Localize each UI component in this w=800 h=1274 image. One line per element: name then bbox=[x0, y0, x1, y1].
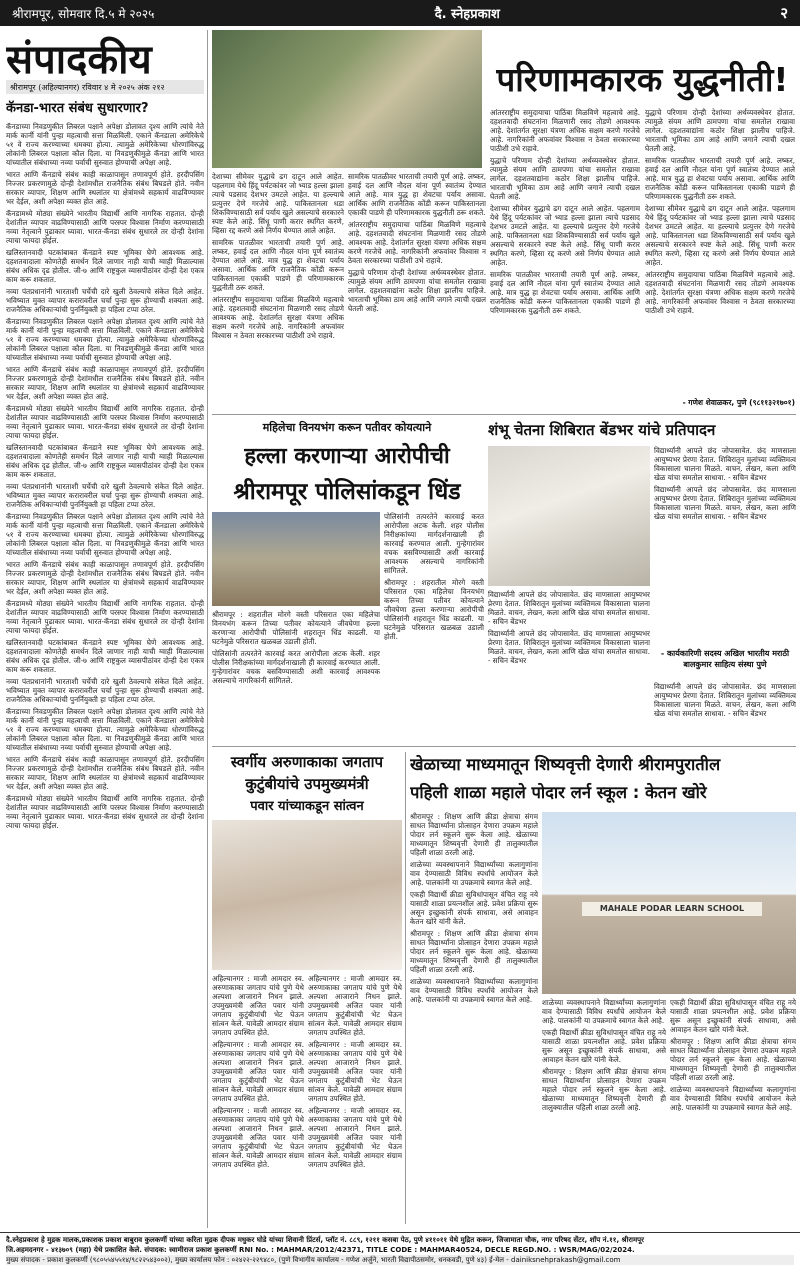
footer-line-1: दै.स्नेहप्रकाश हे मुद्रक मालक,प्रकाशक प्रकाश बाबुराव कुलकर्णी यांच्या करिता मुद्रक दीपक मधुकर घोडे यांच्या शिवानी प्रिंटर्स, प्लॉट नं. ८८९, १२११ कसबा पेठ, पुणे ४११०११ येथे मुद्रित करून, जिजामाता चौक, नगर परिषद सेंटर, शॉप नं.११, श्रीरामपूर bbox=[6, 1236, 645, 1244]
arun-paragraph: अहिल्यानगर : माजी आमदार स्व. अरुणाकाका जगताप यांचे पुणे येथे अल्पशा आजाराने निधन झाले. उपमुख्यमंत्री अजित पवार यांनी जगताप कुटुंबीयांची भेट घेऊन सांत्वन केले. यावेळी आमदार संग्राम जगताप उपस्थित होते. bbox=[212, 1040, 304, 1103]
main-col-2 bbox=[348, 172, 486, 410]
main-paragraph: युद्धाचे परिणाम दोन्ही देशांच्या अर्थव्यवस्थेवर होतात. त्यामुळे संयम आणि ठामपणा यांचा समतोल राखावा लागेल. दहशतवाद्यांना कठोर शिक्षा झालीच पाहिजे. भारताची भूमिका ठाम आहे आणि जगाने त्याची दखल घेतली आहे. bbox=[645, 108, 795, 153]
editorial-paragraph: कॅनडाच्या निवडणुकीत लिबरल पक्षाने अपेक्षा डोलावत दृश्य आणि त्यांचे नेते मार्क कार्नी यांनी पुन्हा महत्वाची सत्ता मिळविली. एकाने कॅनडाला अमेरिकेचे ५१ वे राज्य करण्याच्या धमक्या होत्या. त्यामुळे अमेरिकेच्या धोरणांविरुद्ध लोकांनी लिबरल पक्षाला कौल दिला. या निवडणुकीमुळे कॅनडा आणि भारत यांच्यातील संबंधाच्या नव्या पर्वाची सुरुवात होण्याची अपेक्षा आहे. bbox=[6, 512, 204, 557]
police-paragraph: श्रीरामपूर : शहरातील मोरगे वस्ती परिसरात एका महिलेचा विनयभंग करून तिच्या पतीवर कोयत्याने जीवघेणा हल्ला करणाऱ्या आरोपीची पोलिसांनी शहरातून धिंड काढली. या घटनेमुळे परिसरात खळबळ उडाली होती. bbox=[212, 610, 380, 646]
police-kicker: महिलेचा विनयभंग करून पतीवर कोयत्याने bbox=[262, 421, 432, 434]
page-number: २ bbox=[780, 4, 788, 22]
school-paragraph: शाळेच्या व्यवस्थापनाने विद्यार्थ्यांच्या कलागुणांना वाव देण्यासाठी विविध स्पर्धांचे आयोजन केले आहे. पालकांनी या उपक्रमाचे स्वागत केले आहे. bbox=[410, 977, 538, 1004]
editorial-paragraph: भारत आणि कॅनडाचे संबंध काही काळापासून तणावपूर्ण होते. हरदीपसिंग निज्जर प्रकरणामुळे दोन्ही देशांमधील राजनैतिक संबंध बिघडले होते. नवीन सरकार व्यापार, शिक्षण आणि स्थलांतर या क्षेत्रांमध्ये सहकार्य वाढविण्यावर भर देईल, अशी अपेक्षा व्यक्त होत आहे. bbox=[6, 365, 204, 401]
editorial-paragraph: कॅनडामध्ये मोठ्या संख्येने भारतीय विद्यार्थी आणि नागरिक राहतात. दोन्ही देशांतील व्यापार वाढविण्यासाठी आणि परस्पर विश्वास निर्माण करण्यासाठी नव्या नेतृत्वाने पुढाकार घ्यावा. भारत-कॅनडा संबंध सुधारले तर दोन्ही देशांना त्याचा फायदा होईल. bbox=[6, 599, 204, 635]
police-headline-2: श्रीरामपूर पोलिसांकडून धिंड bbox=[233, 479, 461, 505]
main-paragraph: सामरिक पातळीवर भारताची तयारी पूर्ण आहे. लष्कर, हवाई दल आणि नौदल यांना पूर्ण स्वातंत्र्य देण्यात आले आहे. मात्र युद्ध हा शेवटचा पर्याय असावा. आर्थिक आणि राजनैतिक कोंडी करून पाकिस्तानला एकाकी पाडणे ही परिणामकारक युद्धनीती ठरू शकते. bbox=[645, 156, 795, 201]
editorial-paragraph: खलिस्तानवादी घटकांबाबत कॅनडाने स्पष्ट भूमिका घेणे आवश्यक आहे. दहशतवादाला कोणतेही समर्थन दिले जाणार नाही याची ग्वाही मिळाल्यास संबंध अधिक दृढ होतील. जी-७ आणि राष्ट्रकुल व्यासपीठांवर दोन्ही देश एकत्र काम करू शकतात. bbox=[6, 248, 204, 284]
police-paragraph: श्रीरामपूर : शहरातील मोरगे वस्ती परिसरात एका महिलेचा विनयभंग करून तिच्या पतीवर कोयत्याने जीवघेणा हल्ला करणाऱ्या आरोपीची पोलिसांनी शहरातून धिंड काढली. या घटनेमुळे परिसरात खळबळ उडाली होती. bbox=[384, 578, 484, 641]
editorial-paragraph: कॅनडामध्ये मोठ्या संख्येने भारतीय विद्यार्थी आणि नागरिक राहतात. दोन्ही देशांतील व्यापार वाढविण्यासाठी आणि परस्पर विश्वास निर्माण करण्यासाठी नव्या नेतृत्वाने पुढाकार घ्यावा. भारत-कॅनडा संबंध सुधारले तर दोन्ही देशांना त्याचा फायदा होईल. bbox=[6, 794, 204, 830]
main-col-a bbox=[490, 108, 640, 408]
footer-line-2: जि.अहमदनगर - ४१३७०९ (महा) येथे प्रकाशित केले. संपादक: स्वामीराज प्रकाश कुलकर्णी RNI No. : MAHMAR/2012/42371, TITLE CODE : MAHMAR40524, DECLE REGD.NO. : WSR/MAG/02/2024. bbox=[6, 1246, 635, 1254]
editorial-paragraph: नव्या पंतप्रधानांनी भारताशी चर्चेची दारे खुली ठेवल्याचे संकेत दिले आहेत. भविष्यात मुक्त व्यापार करारावरील चर्चा पुन्हा सुरू होण्याची शक्यता आहे. राजनैतिक अधिकाऱ्यांची पुनर्नियुक्ती हा पहिला टप्पा ठरेल. bbox=[6, 677, 204, 704]
school-photo bbox=[542, 812, 796, 994]
main-paragraph: आंतरराष्ट्रीय समुदायाचा पाठिंबा मिळविणे महत्वाचे आहे. दहशतवादी संघटनांना मिळणारी रसद तोडणे आवश्यक आहे. देशांतर्गत सुरक्षा यंत्रणा अधिक सक्षम करणे गरजेचे आहे. नागरिकांनी अफवांवर विश्वास न ठेवता सरकारच्या पाठीशी उभे राहावे. bbox=[212, 295, 344, 340]
school-paragraph: एकही विद्यार्थी क्रीडा सुविधांपासून वंचित राहू नये यासाठी शाळा प्रयत्नशील आहे. प्रवेश प्रक्रिया सुरू असून इच्छुकांनी संपर्क साधावा, असे आवाहन केतन खोरे यांनी केले. bbox=[542, 1028, 666, 1064]
shambhu-paragraph: विद्यार्थ्यांनी आपले छंद जोपासावेत. छंद माणसाला आयुष्यभर प्रेरणा देतात. शिबिरातून मुलांच्या व्यक्तिमत्व विकासाला चालना मिळते. वाचन, लेखन, कला आणि खेळ यांचा समतोल साधावा. - सचिन बेंडभर bbox=[488, 590, 650, 626]
editorial-dateline: श्रीरामपूर (अहिल्यानगर) रविवार ४ मे २०२५ अंक २१२ bbox=[6, 80, 204, 94]
issue-date: श्रीरामपूर, सोमवार दि.५ मे २०२५ bbox=[12, 6, 155, 21]
school-paragraph: श्रीरामपूर : शिक्षण आणि क्रीडा क्षेत्राचा संगम साधत विद्यार्थ्यांना प्रोत्साहन देणारा उपक्रम महाले पोदार लर्न स्कूलने सुरू केला आहे. खेळाच्या माध्यमातून शिष्यवृत्ती देणारी ही तालुक्यातील पहिली शाळा ठरली आहे. bbox=[410, 812, 538, 857]
editorial-body bbox=[6, 122, 204, 1222]
shambhu-subhead: - कार्यकारिणी सदस्य अखिल भारतीय मराठी बालकुमार साहित्य संस्था पुणे bbox=[660, 649, 790, 669]
shambhu-text-right bbox=[654, 446, 796, 646]
school-col-b bbox=[542, 998, 666, 1224]
shambhu-text-tail bbox=[654, 682, 796, 742]
section-divider bbox=[212, 746, 796, 747]
main-paragraph: आंतरराष्ट्रीय समुदायाचा पाठिंबा मिळविणे महत्वाचे आहे. दहशतवादी संघटनांना मिळणारी रसद तोडणे आवश्यक आहे. देशांतर्गत सुरक्षा यंत्रणा अधिक सक्षम करणे गरजेचे आहे. नागरिकांनी अफवांवर विश्वास न ठेवता सरकारच्या पाठीशी उभे राहावे. bbox=[348, 220, 486, 265]
newspaper-name: दै. स्नेहप्रकाश bbox=[434, 7, 500, 22]
main-paragraph: देशाच्या सीमेवर युद्धाचे ढग दाटून आले आहेत. पहलगाम येथे हिंदू पर्यटकांवर जो भ्याड हल्ला झाला त्याचे पडसाद देशभर उमटले आहेत. या हल्ल्याचे प्रत्युत्तर देणे गरजेचे आहे. पाकिस्तानला धडा शिकविण्यासाठी सर्व पर्याय खुले असल्याचे सरकारने स्पष्ट केले आहे. सिंधू पाणी करार स्थगित करणे, व्हिसा रद्द करणे असे निर्णय घेण्यात आले आहेत. bbox=[212, 172, 344, 235]
arun-paragraph: अहिल्यानगर : माजी आमदार स्व. अरुणाकाका जगताप यांचे पुणे येथे अल्पशा आजाराने निधन झाले. उपमुख्यमंत्री अजित पवार यांनी जगताप कुटुंबीयांची भेट घेऊन सांत्वन केले. यावेळी आमदार संग्राम जगताप उपस्थित होते. bbox=[308, 974, 402, 1037]
main-paragraph: आंतरराष्ट्रीय समुदायाचा पाठिंबा मिळविणे महत्वाचे आहे. दहशतवादी संघटनांना मिळणारी रसद तोडणे आवश्यक आहे. देशांतर्गत सुरक्षा यंत्रणा अधिक सक्षम करणे गरजेचे आहे. नागरिकांनी अफवांवर विश्वास न ठेवता सरकारच्या पाठीशी उभे राहावे. bbox=[490, 108, 640, 153]
masthead-bar bbox=[0, 0, 800, 26]
police-col-a bbox=[212, 610, 380, 742]
editorial-headline: कॅनडा-भारत संबंध सुधारणार? bbox=[6, 101, 149, 116]
shambhu-headline: शंभू चेतना शिबिरात बेंडभर यांचे प्रतिपादन bbox=[488, 421, 716, 439]
column-divider bbox=[207, 30, 208, 1228]
editorial-paragraph: कॅनडाच्या निवडणुकीत लिबरल पक्षाने अपेक्षा डोलावत दृश्य आणि त्यांचे नेते मार्क कार्नी यांनी पुन्हा महत्वाची सत्ता मिळविली. एकाने कॅनडाला अमेरिकेचे ५१ वे राज्य करण्याच्या धमक्या होत्या. त्यामुळे अमेरिकेच्या धोरणांविरुद्ध लोकांनी लिबरल पक्षाला कौल दिला. या निवडणुकीमुळे कॅनडा आणि भारत यांच्यातील संबंधाच्या नव्या पर्वाची सुरुवात होण्याची अपेक्षा आहे. bbox=[6, 707, 204, 752]
editorial-title: संपादकीय bbox=[6, 37, 152, 76]
arun-paragraph: अहिल्यानगर : माजी आमदार स्व. अरुणाकाका जगताप यांचे पुणे येथे अल्पशा आजाराने निधन झाले. उपमुख्यमंत्री अजित पवार यांनी जगताप कुटुंबीयांची भेट घेऊन सांत्वन केले. यावेळी आमदार संग्राम जगताप उपस्थित होते. bbox=[308, 1106, 402, 1169]
school-sign: MAHALE PODAR LEARN SCHOOL bbox=[582, 902, 762, 916]
editorial-paragraph: खलिस्तानवादी घटकांबाबत कॅनडाने स्पष्ट भूमिका घेणे आवश्यक आहे. दहशतवादाला कोणतेही समर्थन दिले जाणार नाही याची ग्वाही मिळाल्यास संबंध अधिक दृढ होतील. जी-७ आणि राष्ट्रकुल व्यासपीठांवर दोन्ही देश एकत्र काम करू शकतात. bbox=[6, 638, 204, 674]
police-col-b bbox=[384, 512, 484, 742]
main-paragraph: आंतरराष्ट्रीय समुदायाचा पाठिंबा मिळविणे महत्वाचे आहे. दहशतवादी संघटनांना मिळणारी रसद तोडणे आवश्यक आहे. देशांतर्गत सुरक्षा यंत्रणा अधिक सक्षम करणे गरजेचे आहे. नागरिकांनी अफवांवर विश्वास न ठेवता सरकारच्या पाठीशी उभे राहावे. bbox=[645, 270, 795, 315]
main-paragraph: देशाच्या सीमेवर युद्धाचे ढग दाटून आले आहेत. पहलगाम येथे हिंदू पर्यटकांवर जो भ्याड हल्ला झाला त्याचे पडसाद देशभर उमटले आहेत. या हल्ल्याचे प्रत्युत्तर देणे गरजेचे आहे. पाकिस्तानला धडा शिकविण्यासाठी सर्व पर्याय खुले असल्याचे सरकारने स्पष्ट केले आहे. सिंधू पाणी करार स्थगित करणे, व्हिसा रद्द करणे असे निर्णय घेण्यात आले आहेत. bbox=[490, 204, 640, 267]
main-paragraph: युद्धाचे परिणाम दोन्ही देशांच्या अर्थव्यवस्थेवर होतात. त्यामुळे संयम आणि ठामपणा यांचा समतोल राखावा लागेल. दहशतवाद्यांना कठोर शिक्षा झालीच पाहिजे. भारताची भूमिका ठाम आहे आणि जगाने त्याची दखल घेतली आहे. bbox=[490, 156, 640, 201]
main-headline: परिणामकारक युद्धनीती! bbox=[496, 60, 789, 99]
school-paragraph: श्रीरामपूर : शिक्षण आणि क्रीडा क्षेत्राचा संगम साधत विद्यार्थ्यांना प्रोत्साहन देणारा उपक्रम महाले पोदार लर्न स्कूलने सुरू केला आहे. खेळाच्या माध्यमातून शिष्यवृत्ती देणारी ही तालुक्यातील पहिली शाळा ठरली आहे. bbox=[410, 929, 538, 974]
main-col-b bbox=[645, 108, 795, 398]
shambhu-paragraph: विद्यार्थ्यांनी आपले छंद जोपासावेत. छंद माणसाला आयुष्यभर प्रेरणा देतात. शिबिरातून मुलांच्या व्यक्तिमत्व विकासाला चालना मिळते. वाचन, लेखन, कला आणि खेळ यांचा समतोल साधावा. - सचिन बेंडभर bbox=[654, 446, 796, 482]
main-paragraph: देशाच्या सीमेवर युद्धाचे ढग दाटून आले आहेत. पहलगाम येथे हिंदू पर्यटकांवर जो भ्याड हल्ला झाला त्याचे पडसाद देशभर उमटले आहेत. या हल्ल्याचे प्रत्युत्तर देणे गरजेचे आहे. पाकिस्तानला धडा शिकविण्यासाठी सर्व पर्याय खुले असल्याचे सरकारने स्पष्ट केले आहे. सिंधू पाणी करार स्थगित करणे, व्हिसा रद्द करणे असे निर्णय घेण्यात आले आहेत. bbox=[645, 204, 795, 267]
school-paragraph: शाळेच्या व्यवस्थापनाने विद्यार्थ्यांच्या कलागुणांना वाव देण्यासाठी विविध स्पर्धांचे आयोजन केले आहे. पालकांनी या उपक्रमाचे स्वागत केले आहे. bbox=[670, 1085, 796, 1112]
school-paragraph: श्रीरामपूर : शिक्षण आणि क्रीडा क्षेत्राचा संगम साधत विद्यार्थ्यांना प्रोत्साहन देणारा उपक्रम महाले पोदार लर्न स्कूलने सुरू केला आहे. खेळाच्या माध्यमातून शिष्यवृत्ती देणारी ही तालुक्यातील पहिली शाळा ठरली आहे. bbox=[542, 1067, 666, 1112]
school-headline-1: खेळाच्या माध्यमातून शिष्यवृत्ती देणारी श्रीरामपुरातील bbox=[410, 755, 721, 774]
arun-photo bbox=[212, 820, 402, 970]
main-paragraph: सामरिक पातळीवर भारताची तयारी पूर्ण आहे. लष्कर, हवाई दल आणि नौदल यांना पूर्ण स्वातंत्र्य देण्यात आले आहे. मात्र युद्ध हा शेवटचा पर्याय असावा. आर्थिक आणि राजनैतिक कोंडी करून पाकिस्तानला एकाकी पाडणे ही परिणामकारक युद्धनीती ठरू शकते. bbox=[348, 172, 486, 217]
main-col-1 bbox=[212, 172, 344, 410]
arun-paragraph: अहिल्यानगर : माजी आमदार स्व. अरुणाकाका जगताप यांचे पुणे येथे अल्पशा आजाराने निधन झाले. उपमुख्यमंत्री अजित पवार यांनी जगताप कुटुंबीयांची भेट घेऊन सांत्वन केले. यावेळी आमदार संग्राम जगताप उपस्थित होते. bbox=[308, 1040, 402, 1103]
arun-headline-1: स्वर्गीय अरुणाकाका जगताप bbox=[230, 753, 384, 771]
main-paragraph: सामरिक पातळीवर भारताची तयारी पूर्ण आहे. लष्कर, हवाई दल आणि नौदल यांना पूर्ण स्वातंत्र्य देण्यात आले आहे. मात्र युद्ध हा शेवटचा पर्याय असावा. आर्थिक आणि राजनैतिक कोंडी करून पाकिस्तानला एकाकी पाडणे ही परिणामकारक युद्धनीती ठरू शकते. bbox=[490, 270, 640, 315]
police-paragraph: पोलिसांनी तत्परतेने कारवाई करत आरोपीला अटक केली. शहर पोलीस निरीक्षकांच्या मार्गदर्शनाखाली ही कारवाई करण्यात आली. गुन्हेगारांवर वचक बसविण्यासाठी अशी कारवाई आवश्यक असल्याचे नागरिकांनी सांगितले. bbox=[384, 512, 484, 575]
shambhu-text-left bbox=[488, 590, 650, 742]
editorial-paragraph: कॅनडाच्या निवडणुकीत लिबरल पक्षाने अपेक्षा डोलावत दृश्य आणि त्यांचे नेते मार्क कार्नी यांनी पुन्हा महत्वाची सत्ता मिळविली. एकाने कॅनडाला अमेरिकेचे ५१ वे राज्य करण्याच्या धमक्या होत्या. त्यामुळे अमेरिकेच्या धोरणांविरुद्ध लोकांनी लिबरल पक्षाला कौल दिला. या निवडणुकीमुळे कॅनडा आणि भारत यांच्यातील संबंधाच्या नव्या पर्वाची सुरुवात होण्याची अपेक्षा आहे. bbox=[6, 317, 204, 362]
column-divider bbox=[405, 752, 406, 1224]
section-divider bbox=[212, 414, 796, 415]
school-headline-2: पहिली शाळा महाले पोदार लर्न स्कूल : केतन खोरे bbox=[410, 783, 707, 802]
editorial-paragraph: भारत आणि कॅनडाचे संबंध काही काळापासून तणावपूर्ण होते. हरदीपसिंग निज्जर प्रकरणामुळे दोन्ही देशांमधील राजनैतिक संबंध बिघडले होते. नवीन सरकार व्यापार, शिक्षण आणि स्थलांतर या क्षेत्रांमध्ये सहकार्य वाढविण्यावर भर देईल, अशी अपेक्षा व्यक्त होत आहे. bbox=[6, 170, 204, 206]
war-photo bbox=[212, 30, 482, 168]
editorial-paragraph: नव्या पंतप्रधानांनी भारताशी चर्चेची दारे खुली ठेवल्याचे संकेत दिले आहेत. भविष्यात मुक्त व्यापार करारावरील चर्चा पुन्हा सुरू होण्याची शक्यता आहे. राजनैतिक अधिकाऱ्यांची पुनर्नियुक्ती हा पहिला टप्पा ठरेल. bbox=[6, 482, 204, 509]
school-paragraph: एकही विद्यार्थी क्रीडा सुविधांपासून वंचित राहू नये यासाठी शाळा प्रयत्नशील आहे. प्रवेश प्रक्रिया सुरू असून इच्छुकांनी संपर्क साधावा, असे आवाहन केतन खोरे यांनी केले. bbox=[670, 998, 796, 1034]
main-signature: - गणेश शेवाळकर, पुणे (९८११३२१७०१) bbox=[682, 398, 795, 407]
arun-col-a bbox=[212, 974, 304, 1224]
editorial-paragraph: कॅनडामध्ये मोठ्या संख्येने भारतीय विद्यार्थी आणि नागरिक राहतात. दोन्ही देशांतील व्यापार वाढविण्यासाठी आणि परस्पर विश्वास निर्माण करण्यासाठी नव्या नेतृत्वाने पुढाकार घ्यावा. भारत-कॅनडा संबंध सुधारले तर दोन्ही देशांना त्याचा फायदा होईल. bbox=[6, 404, 204, 440]
footer-line-3: मुख्य संपादक - प्रकाश कुलकर्णी (९८०५५४५५१४/९८२२५४३००२), मुख्य कार्यालय फोन : ०२४२२-२२९४८०, (पुणे विभागीय कार्यालय - गणेश अर्जुने, भारती विद्यापीठसमोर, धनकवडी, पुणे ४३) ई-मेल - dainiksnehprakash@gmail.com bbox=[6, 1255, 794, 1265]
police-paragraph: पोलिसांनी तत्परतेने कारवाई करत आरोपीला अटक केली. शहर पोलीस निरीक्षकांच्या मार्गदर्शनाखाली ही कारवाई करण्यात आली. गुन्हेगारांवर वचक बसविण्यासाठी अशी कारवाई आवश्यक असल्याचे नागरिकांनी सांगितले. bbox=[212, 649, 380, 685]
arun-headline-2: कुटुंबीयांचे उपमुख्यमंत्री bbox=[245, 775, 369, 793]
shambhu-paragraph: विद्यार्थ्यांनी आपले छंद जोपासावेत. छंद माणसाला आयुष्यभर प्रेरणा देतात. शिबिरातून मुलांच्या व्यक्तिमत्व विकासाला चालना मिळते. वाचन, लेखन, कला आणि खेळ यांचा समतोल साधावा. - सचिन बेंडभर bbox=[654, 485, 796, 521]
main-paragraph: युद्धाचे परिणाम दोन्ही देशांच्या अर्थव्यवस्थेवर होतात. त्यामुळे संयम आणि ठामपणा यांचा समतोल राखावा लागेल. दहशतवाद्यांना कठोर शिक्षा झालीच पाहिजे. भारताची भूमिका ठाम आहे आणि जगाने त्याची दखल घेतली आहे. bbox=[348, 268, 486, 313]
imprint-footer bbox=[0, 1232, 800, 1274]
shambhu-paragraph: विद्यार्थ्यांनी आपले छंद जोपासावेत. छंद माणसाला आयुष्यभर प्रेरणा देतात. शिबिरातून मुलांच्या व्यक्तिमत्व विकासाला चालना मिळते. वाचन, लेखन, कला आणि खेळ यांचा समतोल साधावा. - सचिन बेंडभर bbox=[654, 682, 796, 718]
editorial-paragraph: खलिस्तानवादी घटकांबाबत कॅनडाने स्पष्ट भूमिका घेणे आवश्यक आहे. दहशतवादाला कोणतेही समर्थन दिले जाणार नाही याची ग्वाही मिळाल्यास संबंध अधिक दृढ होतील. जी-७ आणि राष्ट्रकुल व्यासपीठांवर दोन्ही देश एकत्र काम करू शकतात. bbox=[6, 443, 204, 479]
school-paragraph: श्रीरामपूर : शिक्षण आणि क्रीडा क्षेत्राचा संगम साधत विद्यार्थ्यांना प्रोत्साहन देणारा उपक्रम महाले पोदार लर्न स्कूलने सुरू केला आहे. खेळाच्या माध्यमातून शिष्यवृत्ती देणारी ही तालुक्यातील पहिली शाळा ठरली आहे. bbox=[670, 1037, 796, 1082]
editorial-paragraph: कॅनडाच्या निवडणुकीत लिबरल पक्षाने अपेक्षा डोलावत दृश्य आणि त्यांचे नेते मार्क कार्नी यांनी पुन्हा महत्वाची सत्ता मिळविली. एकाने कॅनडाला अमेरिकेचे ५१ वे राज्य करण्याच्या धमक्या होत्या. त्यामुळे अमेरिकेच्या धोरणांविरुद्ध लोकांनी लिबरल पक्षाला कौल दिला. या निवडणुकीमुळे कॅनडा आणि भारत यांच्यातील संबंधाच्या नव्या पर्वाची सुरुवात होण्याची अपेक्षा आहे. bbox=[6, 122, 204, 167]
editorial-paragraph: भारत आणि कॅनडाचे संबंध काही काळापासून तणावपूर्ण होते. हरदीपसिंग निज्जर प्रकरणामुळे दोन्ही देशांमधील राजनैतिक संबंध बिघडले होते. नवीन सरकार व्यापार, शिक्षण आणि स्थलांतर या क्षेत्रांमध्ये सहकार्य वाढविण्यावर भर देईल, अशी अपेक्षा व्यक्त होत आहे. bbox=[6, 560, 204, 596]
school-paragraph: शाळेच्या व्यवस्थापनाने विद्यार्थ्यांच्या कलागुणांना वाव देण्यासाठी विविध स्पर्धांचे आयोजन केले आहे. पालकांनी या उपक्रमाचे स्वागत केले आहे. bbox=[542, 998, 666, 1025]
arun-paragraph: अहिल्यानगर : माजी आमदार स्व. अरुणाकाका जगताप यांचे पुणे येथे अल्पशा आजाराने निधन झाले. उपमुख्यमंत्री अजित पवार यांनी जगताप कुटुंबीयांची भेट घेऊन सांत्वन केले. यावेळी आमदार संग्राम जगताप उपस्थित होते. bbox=[212, 974, 304, 1037]
arun-col-b bbox=[308, 974, 402, 1224]
arun-paragraph: अहिल्यानगर : माजी आमदार स्व. अरुणाकाका जगताप यांचे पुणे येथे अल्पशा आजाराने निधन झाले. उपमुख्यमंत्री अजित पवार यांनी जगताप कुटुंबीयांची भेट घेऊन सांत्वन केले. यावेळी आमदार संग्राम जगताप उपस्थित होते. bbox=[212, 1106, 304, 1169]
editorial-paragraph: कॅनडामध्ये मोठ्या संख्येने भारतीय विद्यार्थी आणि नागरिक राहतात. दोन्ही देशांतील व्यापार वाढविण्यासाठी आणि परस्पर विश्वास निर्माण करण्यासाठी नव्या नेतृत्वाने पुढाकार घ्यावा. भारत-कॅनडा संबंध सुधारले तर दोन्ही देशांना त्याचा फायदा होईल. bbox=[6, 209, 204, 245]
editorial-paragraph: नव्या पंतप्रधानांनी भारताशी चर्चेची दारे खुली ठेवल्याचे संकेत दिले आहेत. भविष्यात मुक्त व्यापार करारावरील चर्चा पुन्हा सुरू होण्याची शक्यता आहे. राजनैतिक अधिकाऱ्यांची पुनर्नियुक्ती हा पहिला टप्पा ठरेल. bbox=[6, 287, 204, 314]
school-paragraph: एकही विद्यार्थी क्रीडा सुविधांपासून वंचित राहू नये यासाठी शाळा प्रयत्नशील आहे. प्रवेश प्रक्रिया सुरू असून इच्छुकांनी संपर्क साधावा, असे आवाहन केतन खोरे यांनी केले. bbox=[410, 890, 538, 926]
editorial-title-block bbox=[6, 30, 204, 76]
police-headline-1: हल्ला करणाऱ्या आरोपीची bbox=[244, 444, 450, 469]
school-col-a bbox=[410, 812, 538, 1224]
editorial-paragraph: भारत आणि कॅनडाचे संबंध काही काळापासून तणावपूर्ण होते. हरदीपसिंग निज्जर प्रकरणामुळे दोन्ही देशांमधील राजनैतिक संबंध बिघडले होते. नवीन सरकार व्यापार, शिक्षण आणि स्थलांतर या क्षेत्रांमध्ये सहकार्य वाढविण्यावर भर देईल, अशी अपेक्षा व्यक्त होत आहे. bbox=[6, 755, 204, 791]
arun-headline-3: पवार यांच्याकडून सांत्वन bbox=[250, 799, 364, 814]
school-col-c bbox=[670, 998, 796, 1224]
shambhu-paragraph: विद्यार्थ्यांनी आपले छंद जोपासावेत. छंद माणसाला आयुष्यभर प्रेरणा देतात. शिबिरातून मुलांच्या व्यक्तिमत्व विकासाला चालना मिळते. वाचन, लेखन, कला आणि खेळ यांचा समतोल साधावा. - सचिन बेंडभर bbox=[488, 629, 650, 665]
shambhu-photo bbox=[488, 446, 650, 586]
school-paragraph: शाळेच्या व्यवस्थापनाने विद्यार्थ्यांच्या कलागुणांना वाव देण्यासाठी विविध स्पर्धांचे आयोजन केले आहे. पालकांनी या उपक्रमाचे स्वागत केले आहे. bbox=[410, 860, 538, 887]
main-paragraph: सामरिक पातळीवर भारताची तयारी पूर्ण आहे. लष्कर, हवाई दल आणि नौदल यांना पूर्ण स्वातंत्र्य देण्यात आले आहे. मात्र युद्ध हा शेवटचा पर्याय असावा. आर्थिक आणि राजनैतिक कोंडी करून पाकिस्तानला एकाकी पाडणे ही परिणामकारक युद्धनीती ठरू शकते. bbox=[212, 238, 344, 292]
police-photo bbox=[212, 512, 380, 606]
